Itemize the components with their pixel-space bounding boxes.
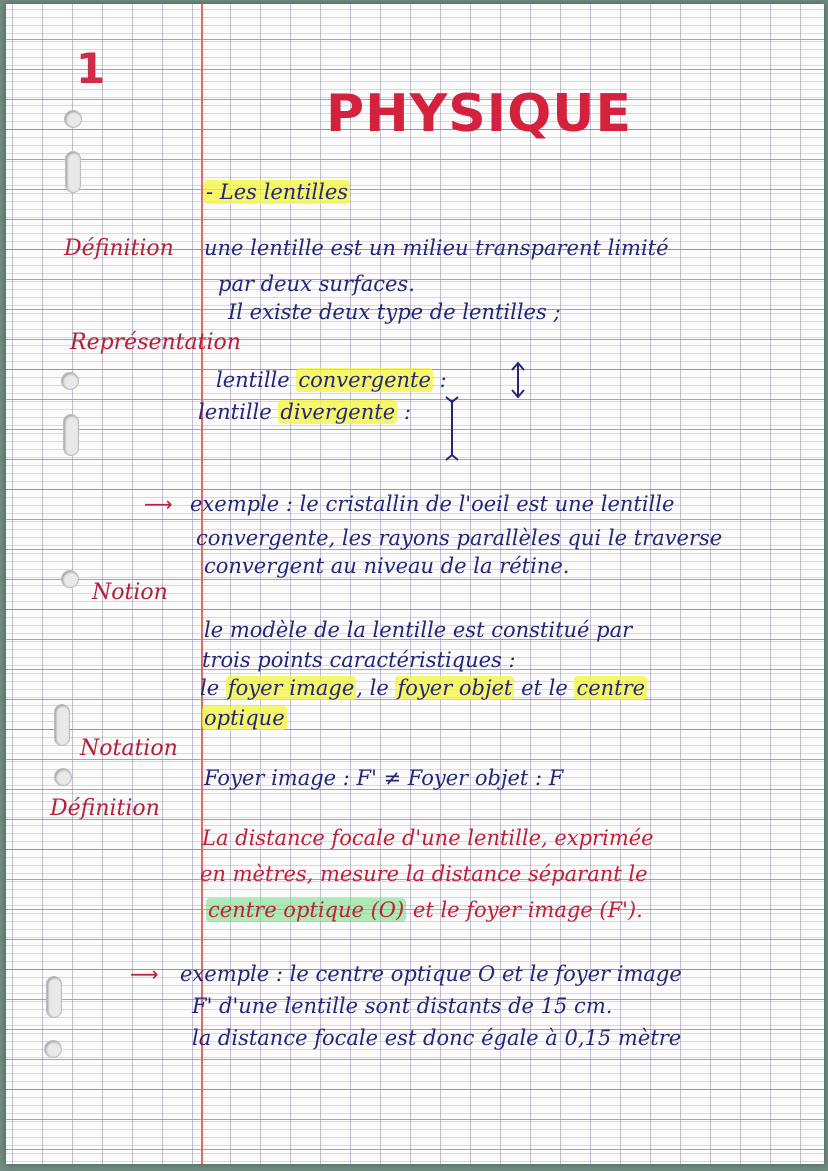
binder-hole: [44, 1040, 62, 1058]
section-heading: [204, 180, 350, 204]
divergent-lens-word: divergente: [280, 400, 396, 424]
example1-line2: convergente, les rayons parallèles qui le traverse: [196, 526, 723, 550]
centre-optique-term: centre: [576, 676, 646, 700]
foyer-objet-term: foyer objet: [397, 676, 513, 700]
margin-label-notation: Notation: [80, 736, 178, 761]
example1-line1: exemple : le cristallin de l'oeil est une lentille: [190, 492, 675, 516]
binder-hole: [61, 372, 79, 390]
example2-line2: F' d'une lentille sont distants de 15 cm.: [192, 994, 613, 1018]
binder-hole: [65, 151, 81, 193]
binder-hole: [54, 768, 72, 786]
notion-line3: [200, 676, 647, 700]
example2-line1: exemple : le centre optique O et le foyer image: [180, 962, 682, 986]
definition2-text: et le foyer image (F').: [412, 898, 643, 922]
notation-line: Foyer image : F' ≠ Foyer objet : F: [204, 766, 564, 790]
section-heading-text: - Les lentilles: [206, 180, 349, 204]
notion-text: le: [200, 676, 220, 700]
binder-hole: [63, 414, 79, 456]
binder-hole: [46, 976, 62, 1018]
definition1-line1: une lentille est un milieu transparent limité: [204, 236, 669, 260]
page-number: 1: [76, 44, 106, 93]
binder-hole: [64, 110, 82, 128]
page-title: PHYSIQUE: [326, 84, 633, 144]
foyer-image-term: foyer image: [227, 676, 355, 700]
convergent-lens-prefix: lentille: [216, 368, 290, 392]
centre-optique-highlight: centre optique (O): [208, 898, 405, 922]
divergent-lens-prefix: lentille: [198, 400, 272, 424]
divergent-lens-symbol: [440, 394, 464, 464]
definition2-line2: en mètres, mesure la distance séparant le: [200, 862, 648, 886]
divergent-lens-line: [198, 400, 411, 424]
notion-text: , le: [356, 676, 389, 700]
example1-line3: convergent au niveau de la rétine.: [204, 554, 570, 578]
binder-hole: [61, 570, 79, 588]
example-arrow: ⟶: [144, 492, 173, 516]
margin-label-representation: Représentation: [70, 330, 241, 355]
convergent-lens-word: convergente: [298, 368, 431, 392]
binder-hole: [54, 704, 70, 746]
definition2-line1: La distance focale d'une lentille, exprimée: [202, 826, 654, 850]
notion-text: et le: [521, 676, 568, 700]
notebook-page: [6, 4, 824, 1164]
margin-label-definition-2: Définition: [50, 796, 160, 821]
divergent-lens-suffix: :: [403, 400, 411, 424]
notion-line1: le modèle de la lentille est constitué par: [204, 618, 633, 642]
convergent-lens-suffix: :: [439, 368, 447, 392]
margin-label-notion: Notion: [92, 580, 168, 605]
centre-optique-term-cont: optique: [204, 706, 285, 730]
definition1-line2: par deux surfaces.: [218, 272, 415, 296]
definition2-line3: [206, 898, 643, 922]
notion-line4: [202, 706, 287, 730]
convergent-lens-symbol: [506, 360, 530, 400]
notion-line2: trois points caractéristiques :: [202, 648, 516, 672]
margin-label-definition: Définition: [64, 236, 174, 261]
example2-line3: la distance focale est donc égale à 0,15 mètre: [192, 1026, 682, 1050]
definition1-line3: Il existe deux type de lentilles ;: [228, 300, 561, 324]
convergent-lens-line: [216, 368, 447, 392]
example-arrow: ⟶: [130, 962, 159, 986]
